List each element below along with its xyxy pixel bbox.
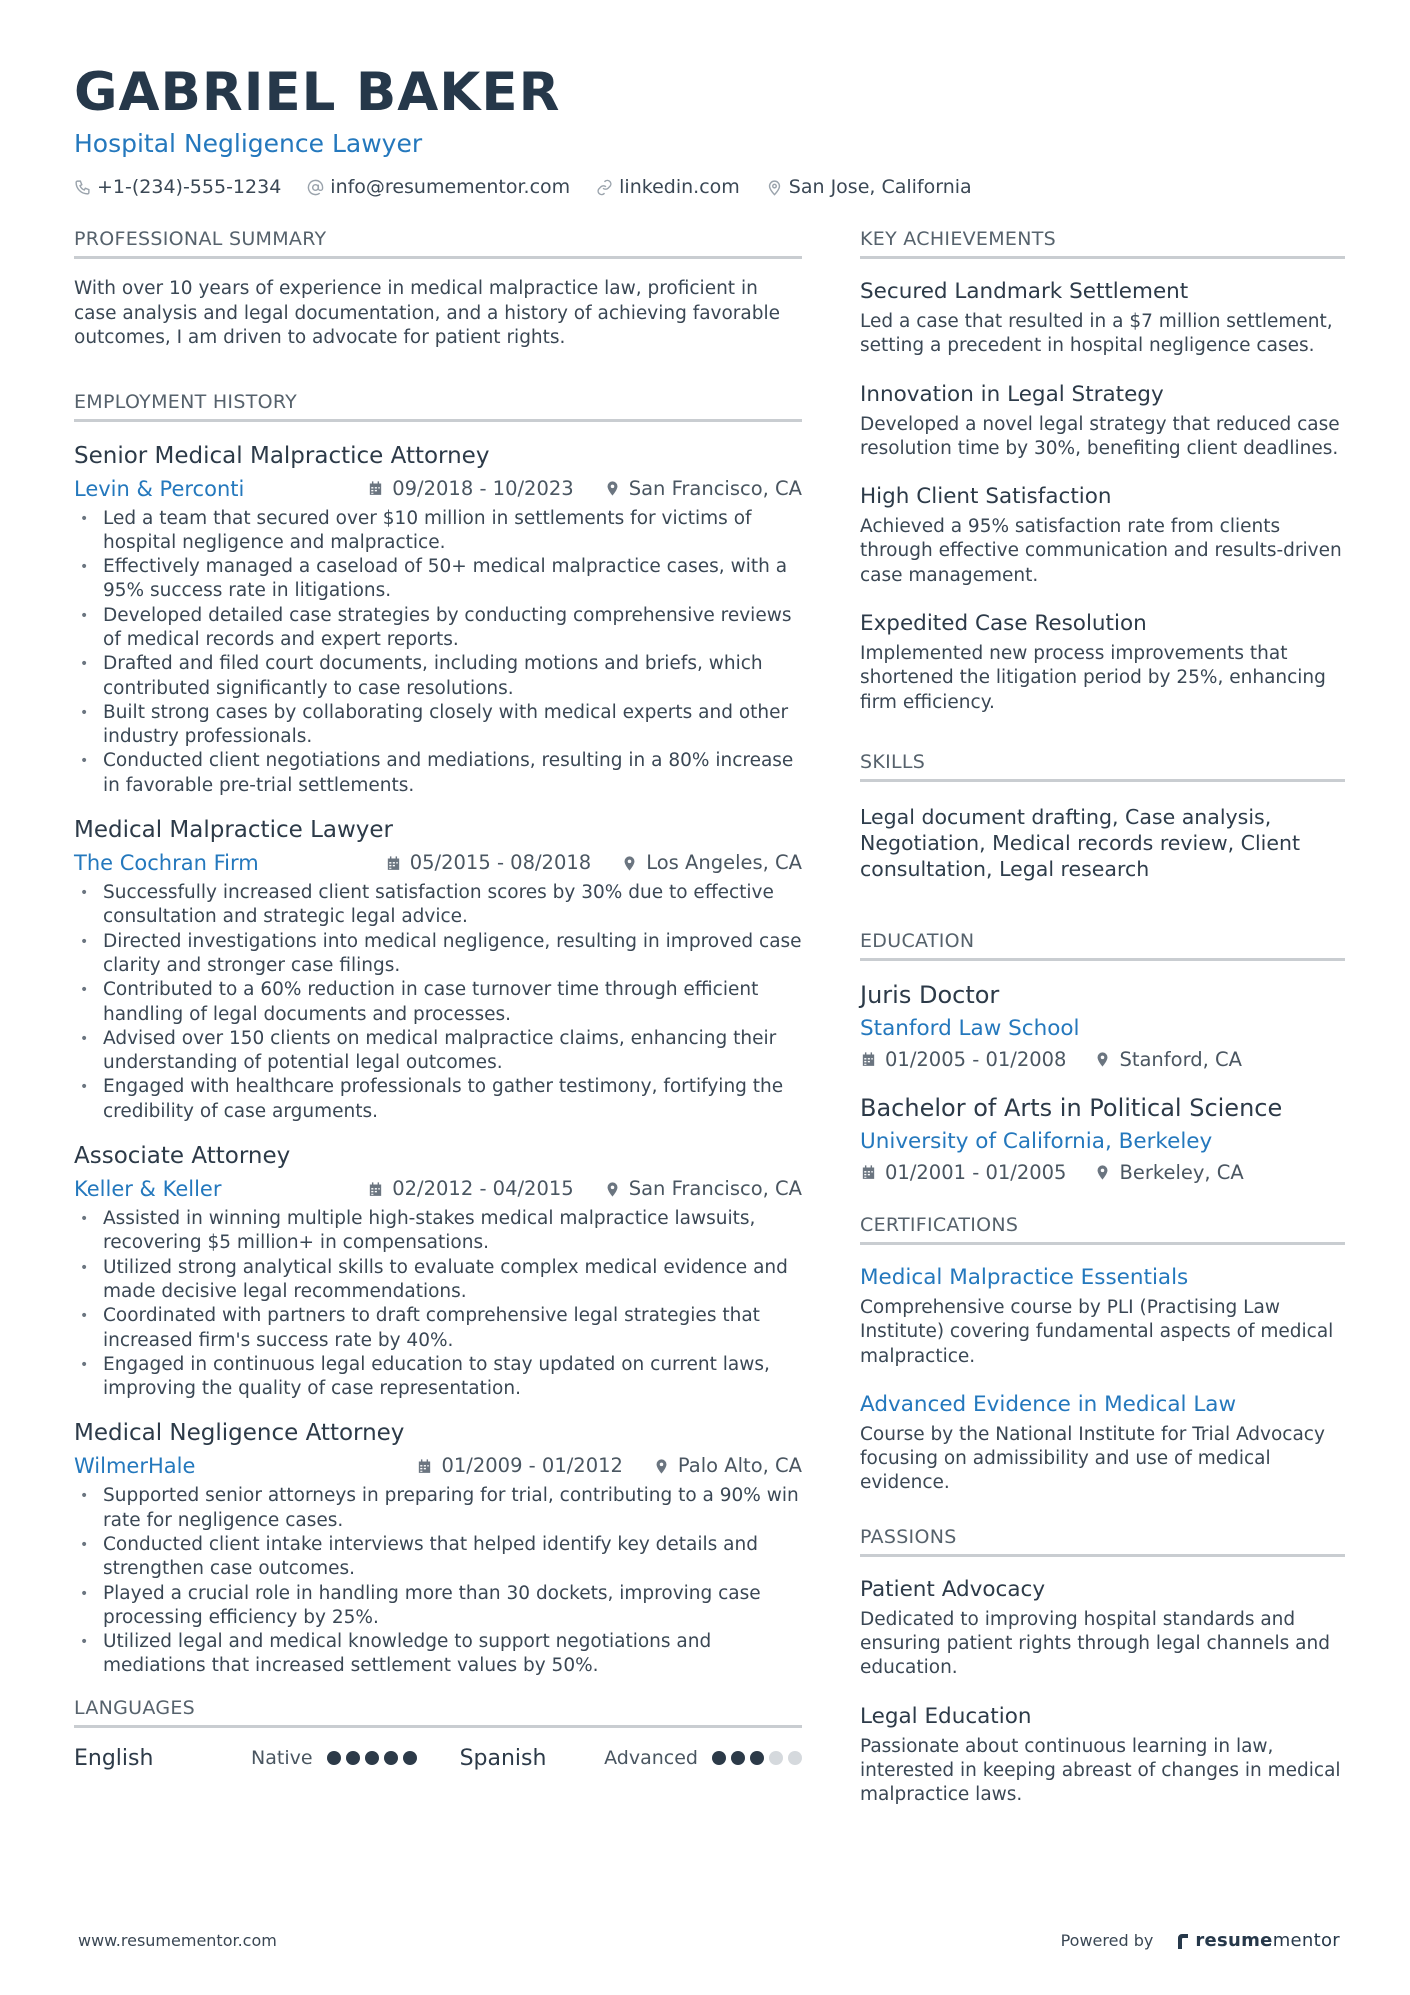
job-dates-text: 01/2009 - 01/2012 bbox=[441, 1454, 623, 1478]
job-location bbox=[621, 849, 802, 877]
passions-item-title: Patient Advocacy bbox=[860, 1576, 1046, 1602]
calendar-icon bbox=[860, 1164, 877, 1181]
education-dates-text: 01/2005 - 01/2008 bbox=[885, 1047, 1067, 1071]
certifications-item-description: Comprehensive course by PLI (Practising Law Institute) covering fundamental aspects of medical malpractice. bbox=[860, 1296, 1334, 1367]
passions-item bbox=[860, 1702, 1345, 1808]
job-dates-text: 09/2018 - 10/2023 bbox=[392, 476, 574, 500]
passions-item bbox=[860, 1575, 1345, 1681]
achievements-item-description: Led a case that resulted in a $7 million settlement, setting a precedent in hospital negligence cases. bbox=[860, 311, 1333, 357]
candidate-role: Hospital Negligence Lawyer bbox=[74, 129, 423, 158]
proficiency-dot-filled bbox=[731, 1751, 745, 1765]
calendar-icon bbox=[860, 1051, 877, 1068]
achievements-item bbox=[860, 609, 1345, 715]
calendar-icon bbox=[416, 1458, 433, 1475]
brand-logo[interactable] bbox=[1175, 1930, 1340, 1951]
job-bullets bbox=[74, 881, 802, 1124]
proficiency-dot-empty bbox=[769, 1751, 783, 1765]
calendar-icon bbox=[367, 480, 384, 497]
achievements-item bbox=[860, 380, 1345, 462]
candidate-name: GABRIEL BAKER bbox=[74, 62, 561, 123]
contact-phone-text: +1-(234)-555-1234 bbox=[97, 176, 282, 198]
job-bullet: • Supported senior attorneys in preparing for trial, contributing to a 90% win rate for negligence cases. bbox=[74, 1484, 802, 1533]
job-bullet: • Played a crucial role in handling more than 30 dockets, improving case processing efficiency by 25%. bbox=[74, 1582, 802, 1631]
summary-text: With over 10 years of experience in medical malpractice law, proficient in case analysis and legal documentation, and a history of achieving favorable outcomes, I am driven to advocate for patient rights. bbox=[74, 278, 781, 348]
achievements-item-description: Developed a novel legal strategy that reduced case resolution time by 30%, benefiting client deadlines. bbox=[860, 413, 1340, 459]
map-pin-icon bbox=[766, 179, 783, 196]
contact-linkedin[interactable] bbox=[596, 176, 740, 198]
language-name: English bbox=[74, 1745, 154, 1771]
achievements-item-description: Implemented new process improvements that shortened the litigation period by 25%, enhancing firm efficiency. bbox=[860, 643, 1326, 713]
job-entry bbox=[74, 440, 802, 799]
education-list bbox=[860, 979, 1345, 1184]
contact-linkedin-text: linkedin.com bbox=[619, 176, 740, 198]
job-bullets bbox=[74, 507, 802, 799]
map-pin-icon bbox=[1094, 1164, 1111, 1181]
job-location-text: San Francisco, CA bbox=[628, 476, 802, 500]
job-dates bbox=[416, 1452, 622, 1480]
job-bullet: • Conducted client intake interviews that helped identify key details and strengthen case outcomes. bbox=[74, 1533, 802, 1582]
job-meta bbox=[74, 475, 802, 503]
certifications-item-title: Medical Malpractice Essentials bbox=[860, 1264, 1189, 1290]
job-bullet: • Utilized legal and medical knowledge to support negotiations and mediations that increased settlement values by 50%. bbox=[74, 1630, 802, 1679]
job-title: Senior Medical Malpractice Attorney bbox=[74, 442, 490, 469]
contact-location-text: San Jose, California bbox=[788, 176, 972, 198]
passions-item-description: Passionate about continuous learning in law, interested in keeping abreast of changes in medical malpractice laws. bbox=[860, 1735, 1341, 1806]
passions-list bbox=[860, 1575, 1345, 1808]
employment-heading: EMPLOYMENT HISTORY bbox=[74, 391, 802, 422]
resume-header bbox=[74, 58, 1344, 198]
language-proficiency-dots bbox=[712, 1751, 802, 1765]
passions-item-title: Legal Education bbox=[860, 1703, 1032, 1729]
job-bullet: • Contributed to a 60% reduction in case turnover time through efficient handling of legal documents and processes. bbox=[74, 978, 802, 1027]
job-dates-text: 05/2015 - 08/2018 bbox=[409, 851, 592, 875]
achievements-item-description: Achieved a 95% satisfaction rate from clients through effective communication and results-driven case management. bbox=[860, 516, 1342, 586]
job-company: Levin & Perconti bbox=[74, 476, 245, 501]
passions-item-description: Dedicated to improving hospital standards and ensuring patient rights through legal channels and education. bbox=[860, 1608, 1330, 1679]
achievements-item-title: High Client Satisfaction bbox=[860, 484, 1112, 510]
right-column bbox=[860, 228, 1345, 1829]
job-bullet: • Coordinated with partners to draft comprehensive legal strategies that increased firm's success rate by 40%. bbox=[74, 1304, 802, 1353]
job-location bbox=[604, 1175, 802, 1203]
proficiency-dot-filled bbox=[346, 1751, 360, 1765]
job-bullet: • Advised over 150 clients on medical malpractice claims, enhancing their understanding of potential legal outcomes. bbox=[74, 1027, 802, 1076]
achievements-item-title: Expedited Case Resolution bbox=[860, 611, 1147, 637]
education-item bbox=[860, 1092, 1345, 1184]
at-sign-icon bbox=[307, 179, 324, 196]
job-entry bbox=[74, 1417, 802, 1678]
job-entry bbox=[74, 1140, 802, 1401]
map-pin-icon bbox=[604, 1181, 621, 1198]
job-dates bbox=[367, 1175, 573, 1203]
passions-heading: PASSIONS bbox=[860, 1526, 1345, 1557]
language-level: Native bbox=[251, 1747, 313, 1770]
education-meta bbox=[860, 1161, 1345, 1184]
education-meta bbox=[860, 1048, 1345, 1071]
education-location-text: Stanford, CA bbox=[1119, 1047, 1242, 1071]
education-school: Stanford Law School bbox=[860, 1015, 1080, 1041]
job-meta bbox=[74, 1452, 802, 1480]
proficiency-dot-filled bbox=[712, 1751, 726, 1765]
job-entry bbox=[74, 814, 802, 1124]
job-location bbox=[653, 1452, 802, 1480]
education-dates-text: 01/2001 - 01/2005 bbox=[885, 1160, 1067, 1184]
job-bullets bbox=[74, 1484, 802, 1678]
job-location-text: Los Angeles, CA bbox=[646, 851, 802, 875]
employment-list bbox=[74, 440, 802, 1679]
proficiency-dot-filled bbox=[327, 1751, 341, 1765]
job-company: The Cochran Firm bbox=[74, 851, 259, 876]
certifications-item-title: Advanced Evidence in Medical Law bbox=[860, 1391, 1237, 1417]
job-bullets bbox=[74, 1207, 802, 1401]
powered-by-label: Powered by bbox=[1060, 1931, 1154, 1950]
education-school: University of California, Berkeley bbox=[860, 1128, 1213, 1154]
page-footer bbox=[78, 1930, 1340, 1951]
contact-bar bbox=[74, 176, 1344, 198]
job-location-text: San Francisco, CA bbox=[628, 1177, 802, 1201]
achievements-item-title: Secured Landmark Settlement bbox=[860, 279, 1189, 304]
education-location-text: Berkeley, CA bbox=[1119, 1160, 1244, 1184]
language-name: Spanish bbox=[459, 1745, 547, 1771]
achievements-heading: KEY ACHIEVEMENTS bbox=[860, 228, 1345, 259]
job-bullet: • Conducted client negotiations and mediations, resulting in a 80% increase in favorable pre-trial settlements. bbox=[74, 749, 802, 798]
education-heading: EDUCATION bbox=[860, 930, 1345, 961]
job-bullet: • Led a team that secured over $10 million in settlements for victims of hospital negligence and malpractice. bbox=[74, 507, 802, 556]
map-pin-icon bbox=[653, 1458, 670, 1475]
proficiency-dot-empty bbox=[788, 1751, 802, 1765]
proficiency-dot-filled bbox=[365, 1751, 379, 1765]
certifications-item bbox=[860, 1263, 1345, 1369]
left-column bbox=[74, 228, 802, 1771]
contact-email-text: info@resumementor.com bbox=[330, 176, 571, 198]
summary-heading: PROFESSIONAL SUMMARY bbox=[74, 228, 802, 259]
link-icon bbox=[596, 179, 613, 196]
education-dates bbox=[860, 1048, 1066, 1071]
certifications-heading: CERTIFICATIONS bbox=[860, 1214, 1345, 1245]
skills-text: Legal document drafting, Case analysis, Negotiation, Medical records review, Client consultation, Legal research bbox=[860, 804, 1301, 881]
job-meta bbox=[74, 1175, 802, 1203]
achievements-item bbox=[860, 482, 1345, 588]
proficiency-dot-filled bbox=[403, 1751, 417, 1765]
languages-row bbox=[74, 1746, 802, 1771]
job-dates-text: 02/2012 - 04/2015 bbox=[392, 1177, 574, 1201]
job-bullet: • Engaged with healthcare professionals to gather testimony, fortifying the credibility of case arguments. bbox=[74, 1075, 802, 1124]
job-bullet: • Built strong cases by collaborating closely with medical experts and other industry professionals. bbox=[74, 701, 802, 750]
languages-heading: LANGUAGES bbox=[74, 1697, 802, 1728]
job-bullet: • Effectively managed a caseload of 50+ medical malpractice cases, with a 95% success rate in litigations. bbox=[74, 555, 802, 604]
job-bullet: • Directed investigations into medical negligence, resulting in improved case clarity and stronger case filings. bbox=[74, 930, 802, 979]
job-bullet: • Assisted in winning multiple high-stakes medical malpractice lawsuits, recovering $5 million+ in compensations. bbox=[74, 1207, 802, 1256]
skills-heading: SKILLS bbox=[860, 751, 1345, 782]
job-dates bbox=[385, 849, 591, 877]
calendar-icon bbox=[385, 855, 402, 872]
education-dates bbox=[860, 1161, 1066, 1184]
education-location bbox=[1094, 1048, 1242, 1071]
achievements-list bbox=[860, 277, 1345, 715]
job-meta bbox=[74, 849, 802, 877]
education-degree: Juris Doctor bbox=[860, 980, 1000, 1009]
job-company: Keller & Keller bbox=[74, 1177, 222, 1202]
job-dates bbox=[367, 475, 573, 503]
job-title: Medical Negligence Attorney bbox=[74, 1420, 405, 1447]
job-location bbox=[604, 475, 802, 503]
job-bullet: • Utilized strong analytical skills to evaluate complex medical evidence and made decisive legal recommendations. bbox=[74, 1256, 802, 1305]
contact-location bbox=[766, 176, 972, 198]
proficiency-dot-filled bbox=[384, 1751, 398, 1765]
certifications-list bbox=[860, 1263, 1345, 1496]
certifications-item-description: Course by the National Institute for Trial Advocacy focusing on admissibility and use of medical evidence. bbox=[860, 1423, 1325, 1494]
education-location bbox=[1094, 1161, 1243, 1184]
job-bullet: • Developed detailed case strategies by conducting comprehensive reviews of medical records and expert reports. bbox=[74, 604, 802, 653]
contact-email[interactable] bbox=[307, 176, 570, 198]
contact-phone[interactable] bbox=[74, 176, 281, 198]
powered-by bbox=[1061, 1930, 1340, 1951]
job-title: Medical Malpractice Lawyer bbox=[74, 817, 394, 844]
job-title: Associate Attorney bbox=[74, 1143, 291, 1170]
job-bullet: • Engaged in continuous legal education to stay updated on current laws, improving the quality of case representation. bbox=[74, 1353, 802, 1402]
achievements-item bbox=[860, 277, 1345, 359]
job-location-text: Palo Alto, CA bbox=[677, 1454, 802, 1478]
calendar-icon bbox=[367, 1181, 384, 1198]
education-item bbox=[860, 979, 1345, 1071]
brand-bold: resume bbox=[1195, 1930, 1273, 1951]
map-pin-icon bbox=[621, 855, 638, 872]
job-bullet: • Drafted and filed court documents, including motions and briefs, which contributed significantly to case resolutions. bbox=[74, 652, 802, 701]
map-pin-icon bbox=[604, 480, 621, 497]
language-proficiency-dots bbox=[327, 1751, 417, 1765]
education-degree: Bachelor of Arts in Political Science bbox=[860, 1093, 1283, 1122]
proficiency-dot-filled bbox=[750, 1751, 764, 1765]
brand-rest: mentor bbox=[1272, 1930, 1340, 1951]
job-bullet: • Successfully increased client satisfaction scores by 30% due to effective consultation and strategic legal advice. bbox=[74, 881, 802, 930]
phone-icon bbox=[74, 179, 91, 196]
job-company: WilmerHale bbox=[74, 1454, 196, 1479]
language-level: Advanced bbox=[604, 1747, 698, 1770]
achievements-item-title: Innovation in Legal Strategy bbox=[860, 381, 1164, 407]
footer-website-link[interactable]: www.resumementor.com bbox=[78, 1931, 277, 1950]
certifications-item bbox=[860, 1390, 1345, 1496]
map-pin-icon bbox=[1094, 1051, 1111, 1068]
resumementor-logo-icon bbox=[1175, 1932, 1191, 1950]
